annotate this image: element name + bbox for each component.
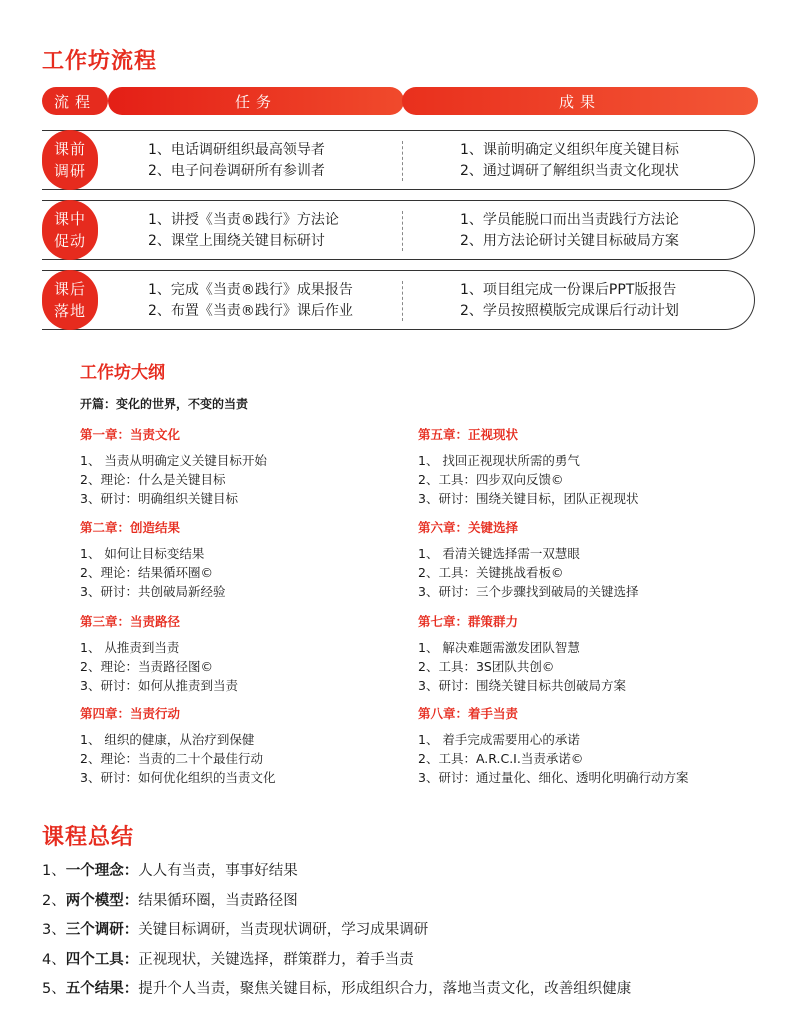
result-item: 2、学员按照模版完成课后行动计划 — [460, 303, 679, 319]
chapter-item: 2、理论：当责的二十个最佳行动 — [80, 751, 263, 766]
flow-tasks — [148, 280, 353, 322]
task-item: 2、电子问卷调研所有参训者 — [148, 163, 325, 179]
summary-text: 关键目标调研，当责现状调研，学习成果调研 — [138, 922, 429, 938]
header-task: 任务 — [108, 87, 404, 115]
summary-key: 四个工具： — [65, 951, 139, 968]
workshop-outline-title: 工作坊大纲 — [80, 363, 165, 383]
workshop-flow-title: 工作坊流程 — [42, 49, 158, 74]
chapter-item: 2、理论：什么是关键目标 — [80, 472, 226, 487]
task-item: 1、讲授《当责®践行》方法论 — [148, 212, 339, 228]
summary-key: 五个结果： — [65, 981, 139, 997]
flow-results — [460, 280, 679, 322]
chapter-title: 第三章：当责路径 — [80, 614, 181, 629]
header-result: 成果 — [402, 87, 758, 115]
dashed-divider — [402, 211, 403, 251]
dashed-divider — [402, 141, 403, 181]
chapter-4 — [80, 703, 440, 787]
chapter-item: 2、工具：A.R.C.I.当责承诺© — [418, 751, 584, 766]
chapter-item: 1、 从推责到当责 — [80, 640, 180, 655]
summary-item — [42, 978, 631, 1008]
flow-row-pre-class — [42, 130, 755, 190]
chapter-item: 2、工具：关键挑战看板© — [418, 565, 564, 580]
summary-num: 3、 — [42, 922, 66, 938]
chapter-6 — [418, 517, 778, 601]
summary-num: 2、 — [42, 892, 66, 909]
chapter-item: 3、研讨：明确组织关键目标 — [80, 491, 238, 506]
chapter-item: 3、研讨：三个步骤找到破局的关键选择 — [418, 584, 639, 599]
task-item: 2、布置《当责®践行》课后作业 — [148, 303, 353, 319]
summary-text: 人人有当责，事事好结果 — [138, 863, 298, 879]
result-item: 2、通过调研了解组织当责文化现状 — [460, 163, 679, 179]
summary-num: 5、 — [42, 981, 66, 997]
chapter-2 — [80, 517, 440, 601]
outline-opening: 开篇：变化的世界，不变的当责 — [80, 397, 249, 411]
task-item: 1、电话调研组织最高领导者 — [148, 142, 325, 158]
summary-key: 三个调研： — [65, 922, 139, 938]
chapter-3 — [80, 611, 440, 695]
chapter-item: 3、研讨：如何从推责到当责 — [80, 678, 238, 693]
chapter-item: 2、工具：四步双向反馈© — [418, 472, 564, 487]
chapter-item: 2、工具：3S团队共创© — [418, 659, 555, 674]
chapter-title: 第六章：关键选择 — [418, 520, 519, 535]
chapter-8 — [418, 703, 778, 787]
chapter-1 — [80, 424, 440, 508]
label-line: 落地 — [53, 302, 86, 320]
flow-tasks — [148, 210, 339, 252]
label-line: 课前 — [53, 140, 86, 158]
summary-item — [42, 890, 631, 920]
chapter-item: 1、 看清关键选择需一双慧眼 — [418, 546, 580, 561]
chapter-title: 第八章：着手当责 — [418, 706, 519, 721]
flow-row-post-class — [42, 270, 755, 330]
summary-text: 结果循环圈，当责路径图 — [138, 892, 298, 909]
summary-key: 两个模型： — [65, 892, 139, 909]
summary-text: 提升个人当责，聚焦关键目标，形成组织合力，落地当责文化，改善组织健康 — [138, 981, 632, 997]
summary-text: 正视现状，关键选择，群策群力，着手当责 — [138, 951, 414, 968]
chapter-title: 第五章：正视现状 — [418, 427, 519, 442]
chapter-title: 第一章：当责文化 — [80, 427, 181, 442]
flow-row-label — [42, 270, 98, 330]
chapter-item: 3、研讨：如何优化组织的当责文化 — [80, 770, 276, 785]
chapter-item: 3、研讨：围绕关键目标，团队正视现状 — [418, 491, 639, 506]
label-line: 课中 — [53, 210, 86, 228]
summary-key: 一个理念： — [65, 863, 139, 879]
flow-row-label — [42, 130, 98, 190]
result-item: 1、学员能脱口而出当责践行方法论 — [460, 212, 679, 228]
flow-results — [460, 140, 679, 182]
chapter-item: 2、理论：结果循环圈© — [80, 565, 213, 580]
header-flow: 流程 — [42, 87, 108, 115]
chapter-item: 1、 如何让目标变结果 — [80, 546, 205, 561]
result-item: 1、项目组完成一份课后PPT版报告 — [460, 282, 677, 298]
chapter-5 — [418, 424, 778, 508]
course-summary-title: 课程总结 — [42, 825, 135, 850]
chapter-7 — [418, 611, 778, 695]
flow-tasks — [148, 140, 325, 182]
summary-item — [42, 949, 631, 979]
label-line: 促动 — [53, 232, 86, 250]
chapter-item: 1、 当责从明确定义关键目标开始 — [80, 453, 267, 468]
chapter-item: 1、 找回正视现状所需的勇气 — [418, 453, 580, 468]
label-line: 课后 — [53, 280, 86, 298]
chapter-title: 第二章：创造结果 — [80, 520, 181, 535]
task-item: 2、课堂上围绕关键目标研讨 — [148, 233, 325, 249]
flow-row-label — [42, 200, 98, 260]
summary-num: 4、 — [42, 951, 66, 968]
flow-results — [460, 210, 679, 252]
chapter-item: 3、研讨：共创破局新经验 — [80, 584, 226, 599]
result-item: 1、课前明确定义组织年度关键目标 — [460, 142, 679, 158]
chapter-title: 第四章：当责行动 — [80, 706, 181, 721]
chapter-item: 3、研讨：通过量化、细化、透明化明确行动方案 — [418, 770, 689, 785]
summary-item — [42, 919, 631, 949]
chapter-item: 3、研讨：围绕关键目标共创破局方案 — [418, 678, 626, 693]
flow-table-header — [42, 87, 758, 115]
result-item: 2、用方法论研讨关键目标破局方案 — [460, 233, 679, 249]
summary-num: 1、 — [42, 863, 66, 879]
chapter-item: 2、理论：当责路径图© — [80, 659, 213, 674]
chapter-item: 1、 组织的健康，从治疗到保健 — [80, 732, 255, 747]
summary-item — [42, 860, 631, 890]
label-line: 调研 — [53, 162, 86, 180]
chapter-item: 1、 解决难题需激发团队智慧 — [418, 640, 580, 655]
task-item: 1、完成《当责®践行》成果报告 — [148, 282, 353, 298]
flow-row-in-class — [42, 200, 755, 260]
chapter-title: 第七章：群策群力 — [418, 614, 519, 629]
chapter-item: 1、 着手完成需要用心的承诺 — [418, 732, 580, 747]
summary-list — [42, 860, 631, 1008]
dashed-divider — [402, 281, 403, 321]
